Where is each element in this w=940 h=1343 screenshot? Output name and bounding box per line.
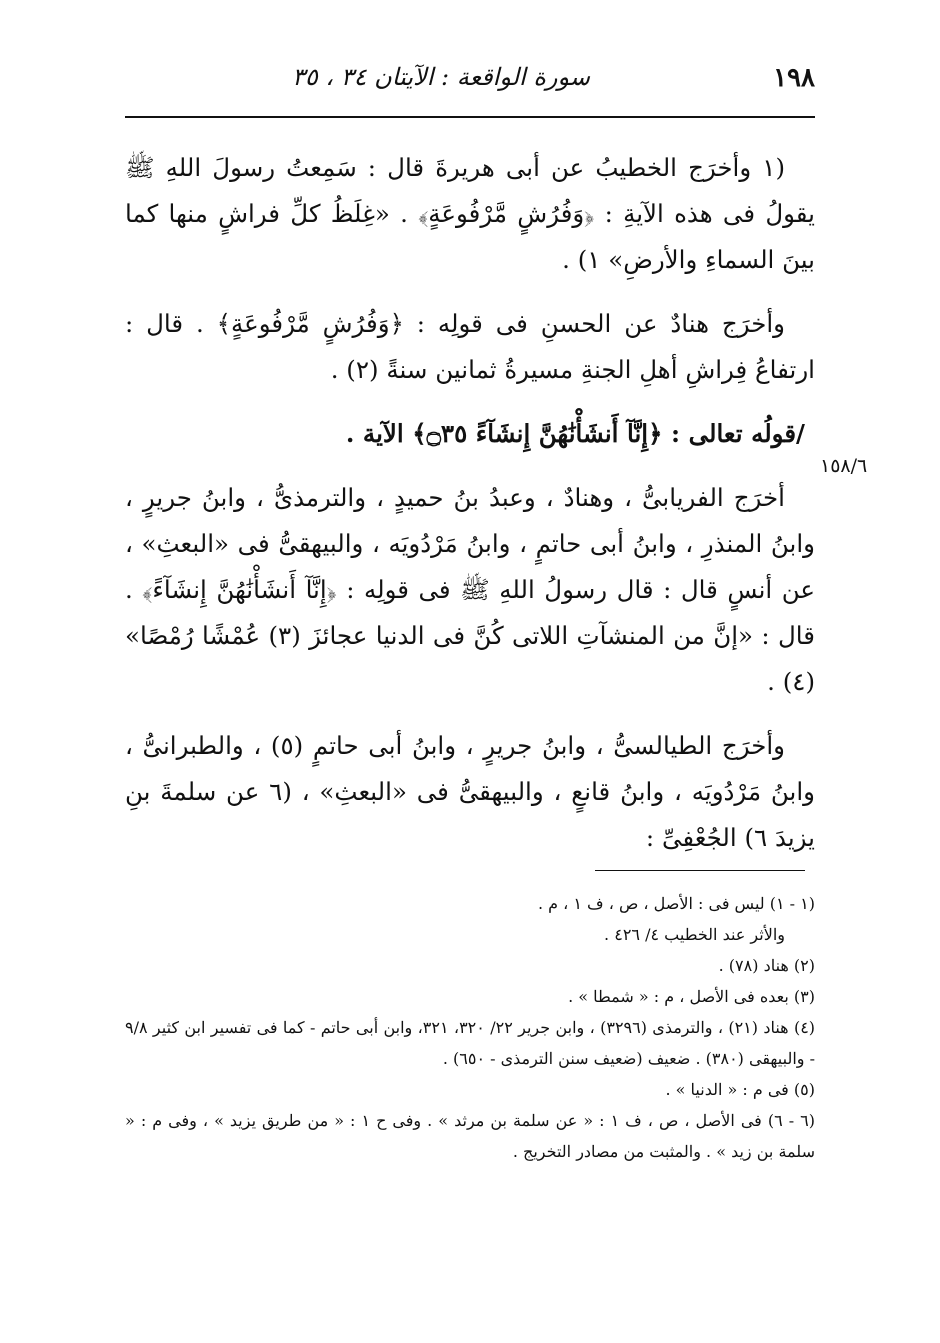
margin-volume-page-ref: ١٥٨/٦ bbox=[820, 455, 868, 477]
header-rule bbox=[125, 116, 815, 118]
paragraph-khatib-narration: (١ وأخرَج الخطيبُ عن أبى هريرةَ قال : سَمِعتُ رسولَ اللهِ ﷺ يقولُ فى هذه الآيةِ : ﴿وَفُرُشٍ مَّرْفُوعَةٍ﴾ . «غِلَظُ كلِّ فراشٍ منها كما بينَ السماءِ والأرضِ» ١) . bbox=[125, 153, 815, 274]
footnote-1: (١ - ١) ليس فى : الأصل ، ص ، ف ١ ، م . bbox=[537, 894, 815, 913]
footnote-1-continuation: والأثر عند الخطيب ٤/ ٤٢٦ . bbox=[604, 925, 785, 944]
page-header bbox=[125, 55, 815, 115]
footnote-4: (٤) هناد (٢١) ، والترمذى (٣٢٩٦) ، وابن جرير ٢٢/ ٣٢٠، ٣٢١، وابن أبى حاتم - كما فى تفسير ابن كثير ٩/٨ - والبيهقى (٣٨٠) . ضعيف (ضعيف سنن الترمذى - ٦٥٠) . bbox=[125, 1018, 816, 1068]
footnotes bbox=[125, 888, 815, 1167]
footnote-6: (٦ - ٦) فى الأصل ، ص ، ف ١ : « عن سلمة بن مرثد » . وفى ح ١ : « من طريق يزيد » ، وفى م : « سلمة بن زيد » . والمثبت من مصادر التخريج . bbox=[125, 1111, 815, 1161]
footnote-2: (٢) هناد (٧٨) . bbox=[718, 956, 815, 975]
verse-heading: /قولُه تعالى : ﴿إِنَّآ أَنشَأْنَٰهُنَّ إِنشَآءً ۝٣٥﴾ الآية . bbox=[345, 419, 805, 448]
page-number: ١٩٨ bbox=[773, 63, 815, 93]
footnote-5: (٥) فى م : « الدنيا » . bbox=[665, 1080, 815, 1099]
running-title: سورة الواقعة : الآيتان ٣٤ ، ٣٥ bbox=[291, 63, 590, 91]
paragraph-anas-narration: أخرَج الفريابىُّ ، وهنادٌ ، وعبدُ بنُ حميدٍ ، والترمذىُّ ، وابنُ جريرٍ ، وابنُ المنذرِ ، وابنُ أبى حاتمٍ ، وابنُ مَرْدُويَه ، والبيهقىُّ فى «البعثِ» ، عن أنسٍ قال : قال رسولُ اللهِ ﷺ فى قولِه : ﴿إِنَّآ أَنشَأْنَٰهُنَّ إِنشَآءً﴾ . قال : «إنَّ من المنشآتِ اللاتى كُنَّ فى الدنيا عجائزَ (٣) عُمْشًا رُمْصًا» (٤) . bbox=[125, 483, 815, 696]
main-text bbox=[125, 145, 815, 879]
paragraph-hannad-narration: وأخرَج هنادٌ عن الحسنِ فى قولِه : ﴿وَفُرُشٍ مَّرْفُوعَةٍ﴾ . قال : ارتفاعُ فِراشِ أهلِ الجنةِ مسيرةُ ثمانين سنةً (٢) . bbox=[125, 309, 815, 384]
footnote-3: (٣) بعده فى الأصل ، م : « شمطا » . bbox=[568, 987, 815, 1006]
paragraph-salama-narration: وأخرَج الطيالسىُّ ، وابنُ جريرٍ ، وابنُ أبى حاتمٍ (٥) ، والطبرانىُّ ، وابنُ مَرْدُويَه ، وابنُ قانعٍ ، والبيهقىُّ فى «البعثِ» ، (٦ عن سلمةَ بنِ يزيدَ ٦) الجُعْفِىِّ : bbox=[125, 731, 815, 852]
footnote-separator bbox=[595, 870, 805, 871]
